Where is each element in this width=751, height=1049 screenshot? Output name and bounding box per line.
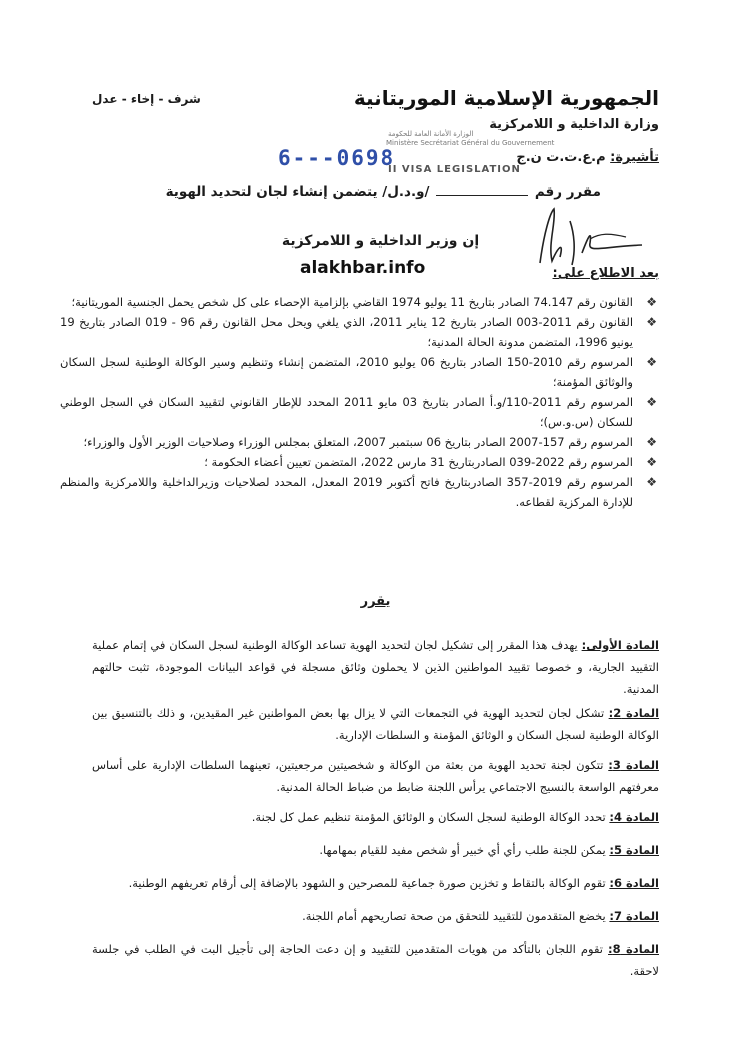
decree-suffix: /و.د.ل/ يتضمن إنشاء لجان لتحديد الهوية (165, 184, 430, 200)
list-item: ❖ المرسوم رقم 2011-110/و.أ الصادر بتاريخ 03 مايو 2011 المحدد للإطار القانوني لتقييد السكان في السجل الوطني للسكان (س.و.س)؛ (60, 392, 659, 432)
decree-label: مقرر رقم (534, 184, 601, 200)
article: المادة 2: تشكل لجان لتحديد الهوية في التجمعات التي لا يزال بها بعض المواطنين غير المقيدين، و ذلك بالتنسيق بين الوكالة الوطنية لسجل السكان و الوثائق المؤمنة و السلطات الإدارية. (92, 706, 660, 742)
visa-line (516, 150, 659, 165)
article: المادة 6: تقوم الوكالة بالتقاط و تخزين صورة جماعية للمصرحين و الشهود بالإضافة إلى أرقام تعريفهم الوطنية. (128, 876, 659, 890)
legal-references (60, 292, 659, 512)
article: المادة الأولى: يهدف هذا المقرر إلى تشكيل لجان لتحديد الهوية تساعد الوكالة الوطنية لسجل السكان في إتمام عملية التقييد الجارية، و خصوصا تقييد المواطنين الذين لا يحملون وثائق مسجلة في قواعد البيانات الموجودة، تثبت حالتهم المدنية. (92, 638, 660, 696)
decree-number-blank (436, 185, 528, 196)
diamond-bullet-icon: ❖ (646, 295, 657, 309)
article: المادة 7: يخضع المتقدمون للتقييد للتحقق من صحة تصاريحهم أمام اللجنة. (302, 909, 659, 923)
visa-label: تأشيرة: (610, 150, 659, 165)
decides-heading: يقرر (360, 594, 391, 609)
diamond-bullet-icon: ❖ (646, 355, 657, 369)
republic-title: الجمهورية الإسلامية الموريتانية (353, 86, 659, 110)
stamp-line-3: II VISA LEGISLATION (388, 164, 521, 175)
watermark-site: alakhbar.info (300, 258, 426, 278)
diamond-bullet-icon: ❖ (646, 475, 657, 489)
list-item: ❖ المرسوم رقم 2022-039 الصادربتاريخ 31 مارس 2022، المتضمن تعيين أعضاء الحكومة ؛ (60, 452, 659, 472)
diamond-bullet-icon: ❖ (646, 435, 657, 449)
stamp-line-2: Ministère Secrétariat Général du Gouvernement (386, 139, 555, 147)
ministry-name: وزارة الداخلية و اللامركزية (489, 117, 659, 132)
diamond-bullet-icon: ❖ (646, 395, 657, 409)
after-review-heading: بعد الاطلاع على: (552, 266, 659, 281)
visa-value: م.ع.ت.ت ن.ج (516, 150, 606, 165)
list-item: ❖ المرسوم رقم 2010-150 الصادر بتاريخ 06 يوليو 2010، المتضمن إنشاء وتنظيم وسير الوكالة الوطنية لسجل السكان والوثائق المؤمنة؛ (60, 352, 659, 392)
visa-stamp (378, 126, 555, 178)
stamp-line-1: الوزارة الأمانة العامة للحكومة (388, 130, 474, 138)
article: المادة 8: تقوم اللجان بالتأكد من هويات المتقدمين للتقييد و إن دعت الحاجة إلى تأجيل البت في الطلب في جلسة لاحقة. (92, 942, 659, 978)
list-item: ❖ القانون رقم 2011-003 الصادر بتاريخ 12 يناير 2011، الذي يلغي ويحل محل القانون رقم 96 - 019 الصادر بتاريخ 19 يونيو 1996، المتضمن مدونة الحالة المدنية؛ (60, 312, 659, 352)
national-motto: شرف - إخاء - عدل (92, 92, 201, 106)
article: المادة 5: يمكن للجنة طلب رأي أي خبير أو شخص مفيد للقيام بمهامها. (319, 843, 659, 857)
list-item: ❖ المرسوم رقم 157-2007 الصادر بتاريخ 06 سبتمبر 2007، المتعلق بمجلس الوزراء وصلاحيات الوزير الأول والوزراء؛ (60, 432, 659, 452)
diamond-bullet-icon: ❖ (646, 315, 657, 329)
minister-statement: إن وزير الداخلية و اللامركزية (281, 233, 480, 249)
diamond-bullet-icon: ❖ (646, 455, 657, 469)
article: المادة 3: تتكون لجنة تحديد الهوية من بعثة من الوكالة و شخصيتين مرجعيتين، تعينهما السلطات الإدارية على أساس معرفتهم الواسعة بالنسيج الاجتماعي يرأس اللجنة ضابط من ضباط الحالة المدنية. (92, 758, 659, 794)
stamp-number: 6---0698 (278, 146, 396, 170)
list-item: ❖ القانون رقم 74.147 الصادر بتاريخ 11 يوليو 1974 القاضي بإلزامية الإحصاء على كل شخص يحمل الجنسية الموريتانية؛ (60, 292, 659, 312)
article: المادة 4: تحدد الوكالة الوطنية لسجل السكان و الوثائق المؤمنة تنظيم عمل كل لجنة. (251, 810, 659, 824)
list-item: ❖ المرسوم رقم 2019-357 الصادربتاريخ فاتح أكتوبر 2019 المعدل، المحدد لصلاحيات وزيرالداخلية واللامركزية والمنظم للإدارة المركزية لقطاعه. (60, 472, 659, 512)
articles-section (92, 634, 660, 978)
decree-title (166, 184, 601, 200)
